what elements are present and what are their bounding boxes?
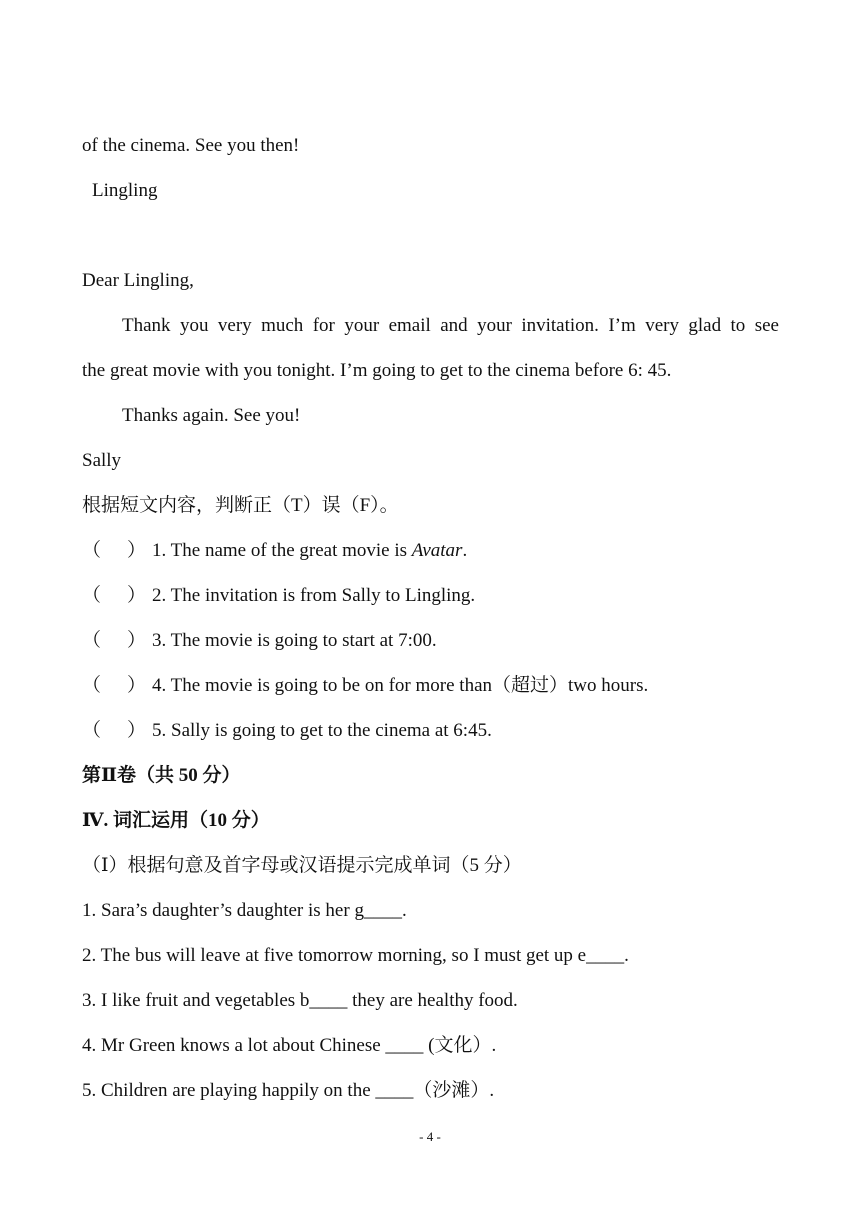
page-number: - 4 -	[419, 1129, 441, 1144]
vocab-question-1: 1. Sara’s daughter’s daughter is her g____.	[82, 900, 407, 921]
tf-instruction: 根据短文内容，判断正（T）误（F）。	[82, 495, 399, 516]
tf-question-text: 5. Sally is going to get to the cinema at 6:45.	[152, 720, 492, 741]
answer-blank[interactable]: （ ）	[82, 585, 147, 606]
reply-greeting: Dear Lingling,	[82, 270, 194, 291]
reply-paragraph-line-2: the great movie with you tonight. I’m going to get to the cinema before 6: 45.	[82, 360, 672, 381]
reply-paragraph-line-1: Thank you very much for your email and your invitation. I’m very glad to see	[122, 315, 779, 336]
movie-title: Avatar	[411, 540, 463, 561]
tf-question-text: 1. The name of the great movie is	[152, 540, 412, 561]
vocab-question-4: 4. Mr Green knows a lot about Chinese ____ (文化）.	[82, 1035, 497, 1056]
letter-continuation: of the cinema. See you then!	[82, 135, 300, 156]
tf-question-text: 4. The movie is going to be on for more than（超过）two hours.	[152, 675, 649, 696]
tf-question-text: 3. The movie is going to start at 7:00.	[152, 630, 437, 651]
answer-blank[interactable]: （ ）	[82, 720, 147, 741]
reply-closing: Thanks again. See you!	[122, 405, 301, 426]
vocab-question-3: 3. I like fruit and vegetables b____ they are healthy food.	[82, 990, 518, 1011]
tf-question-text: 2. The invitation is from Sally to Lingling.	[152, 585, 476, 606]
part-heading: 第Ⅱ卷（共 50 分）	[82, 765, 241, 786]
answer-blank[interactable]: （ ）	[82, 675, 147, 696]
vocab-question-5: 5. Children are playing happily on the ____（沙滩）.	[82, 1080, 495, 1101]
answer-blank[interactable]: （ ）	[82, 630, 147, 651]
reply-signature-sally: Sally	[82, 450, 122, 471]
answer-blank[interactable]: （ ）	[82, 540, 147, 561]
tf-question-1: （ ） 1. The name of the great movie is Avatar.	[82, 540, 468, 561]
tf-question-3	[82, 629, 437, 653]
letter-signature-lingling: Lingling	[92, 180, 158, 201]
tf-question-5	[82, 719, 492, 743]
tf-question-4	[82, 674, 648, 698]
section-heading: Ⅳ. 词汇运用（10 分）	[82, 810, 270, 831]
vocab-question-2: 2. The bus will leave at five tomorrow morning, so I must get up e____.	[82, 945, 629, 966]
subsection-heading: （Ⅰ）根据句意及首字母或汉语提示完成单词（5 分）	[82, 855, 522, 876]
tf-question-2	[82, 584, 475, 608]
